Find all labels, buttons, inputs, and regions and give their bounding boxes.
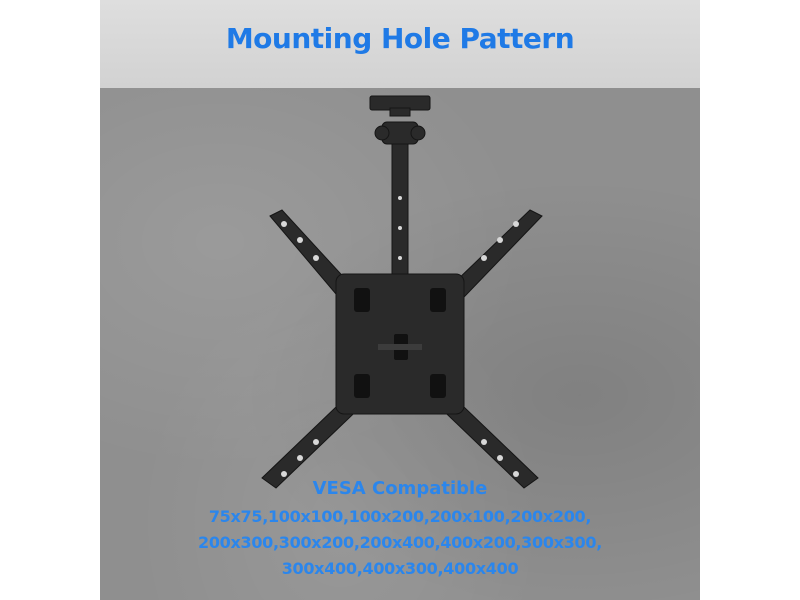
- vesa-sizes-line: 200x300,300x200,200x400,400x200,300x300,: [198, 533, 602, 552]
- page-title: Mounting Hole Pattern: [225, 22, 575, 55]
- vesa-compatibility-block: [100, 478, 700, 582]
- vesa-heading: VESA Compatible: [312, 478, 488, 499]
- vesa-sizes-line: 75x75,100x100,100x200,200x100,200x200,: [208, 507, 592, 526]
- product-image-panel: [100, 0, 700, 600]
- vesa-sizes-line: 300x400,400x300,400x400: [281, 559, 519, 578]
